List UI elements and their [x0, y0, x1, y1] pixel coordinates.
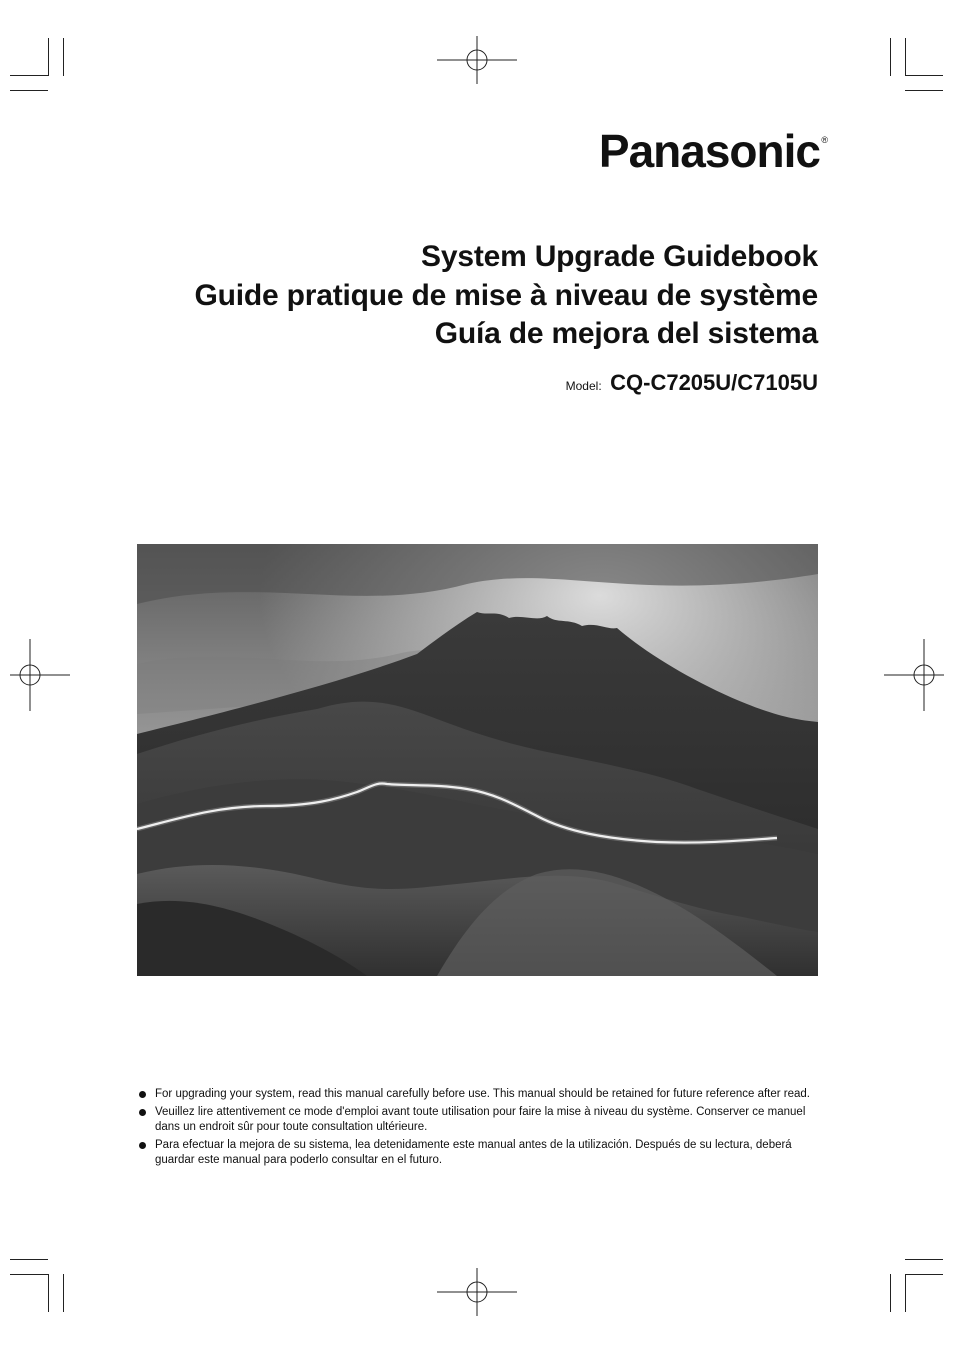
list-item — [138, 1087, 818, 1102]
crop-mark — [905, 1274, 906, 1312]
crop-mark — [905, 1259, 943, 1260]
bullet-icon — [139, 1142, 146, 1149]
crop-mark — [63, 1274, 64, 1312]
title-english: System Upgrade Guidebook — [421, 240, 818, 273]
title-spanish: Guía de mejora del sistema — [434, 317, 818, 350]
crop-mark — [905, 1274, 943, 1275]
crop-mark — [63, 38, 64, 76]
crop-mark — [890, 38, 891, 76]
registration-mark-icon — [437, 1252, 517, 1332]
bullet-icon — [139, 1109, 146, 1116]
cover-photo — [137, 544, 818, 976]
list-item — [138, 1138, 818, 1168]
mountain-landscape-image — [137, 544, 818, 976]
panasonic-logo: Panasonic — [598, 125, 820, 177]
crop-mark — [48, 38, 49, 76]
model-label: Model: — [565, 379, 602, 393]
crop-mark — [905, 90, 943, 91]
crop-mark — [905, 38, 906, 76]
registration-mark-icon — [884, 635, 954, 715]
note-spanish: Para efectuar la mejora de su sistema, lea detenidamente este manual antes de la utilización. Después de su lectura, deberá guardar este manual para poderlo consultar en el futuro. — [155, 1139, 792, 1166]
crop-mark — [10, 1274, 48, 1275]
crop-mark — [10, 75, 48, 76]
usage-notes — [138, 1087, 818, 1171]
registration-mark-icon — [0, 635, 70, 715]
list-item — [138, 1105, 818, 1135]
registration-mark-icon — [437, 20, 517, 100]
note-english: For upgrading your system, read this manual carefully before use. This manual should be retained for future reference after read. — [155, 1088, 811, 1100]
registered-trademark-mark: ® — [821, 135, 828, 145]
crop-mark — [48, 1274, 49, 1312]
crop-mark — [10, 1259, 48, 1260]
crop-mark — [890, 1274, 891, 1312]
crop-mark — [10, 90, 48, 91]
crop-mark — [905, 75, 943, 76]
model-line — [566, 370, 818, 396]
bullet-icon — [139, 1091, 146, 1098]
title-french: Guide pratique de mise à niveau de système — [194, 278, 818, 312]
model-number: CQ-C7205U/C7105U — [610, 370, 818, 395]
title-block — [98, 238, 818, 354]
note-french: Veuillez lire attentivement ce mode d'emploi avant toute utilisation pour faire la mise à niveau du système. Conserver ce manuel dans un endroit sûr pour toute consultation ultérieure. — [155, 1106, 806, 1133]
